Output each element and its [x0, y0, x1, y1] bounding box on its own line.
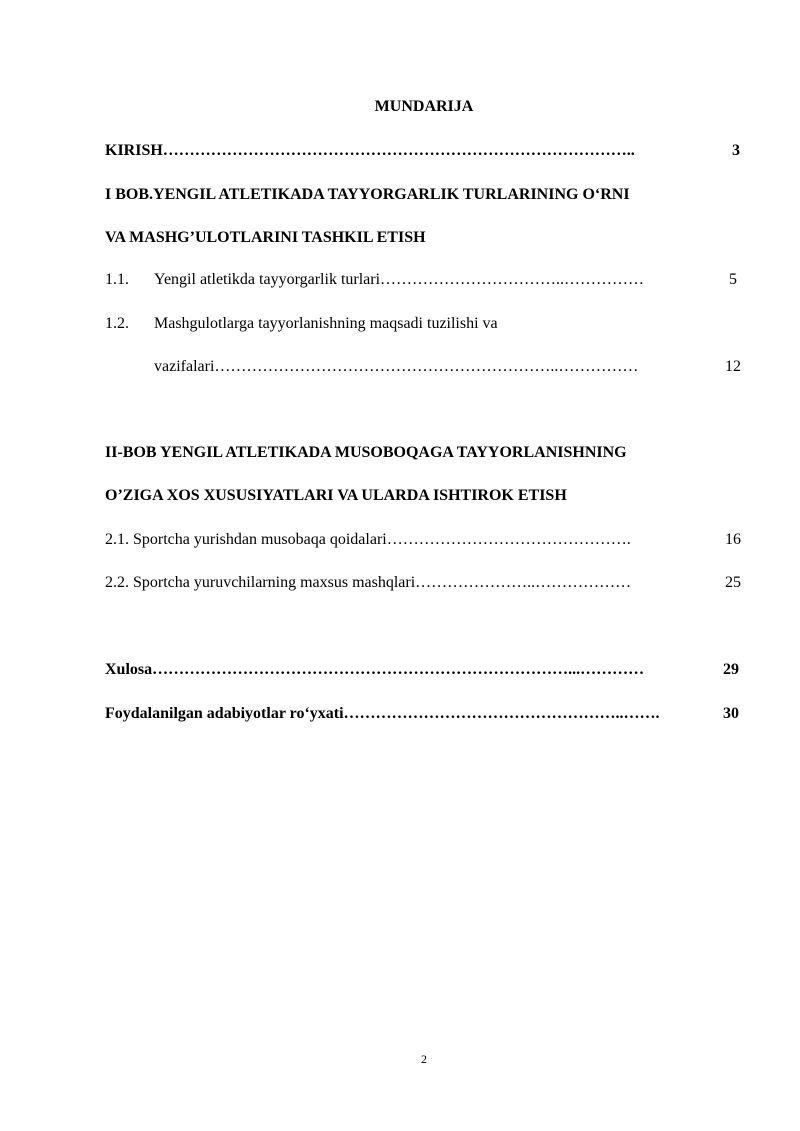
- toc-entry-label: Yengil atletikda tayyorgarlik turlari: [154, 271, 381, 288]
- toc-leader-dots: …………………..………………: [415, 574, 632, 591]
- toc-entry-1-2-line2[interactable]: [154, 357, 741, 377]
- toc-entry-label: KIRISH: [105, 142, 163, 159]
- toc-page-number: 5: [729, 271, 737, 288]
- toc-entry-1-2-line1[interactable]: [105, 314, 498, 334]
- toc-entry-label: 2.2. Sportcha yuruvchilarning maxsus mashqlari: [105, 574, 416, 591]
- toc-leader-dots: ……………………………………………..…….: [343, 705, 660, 722]
- toc-entry-label: vazifalari: [154, 358, 215, 375]
- toc-page-number: 25: [725, 574, 741, 591]
- page-number: 2: [421, 1052, 427, 1066]
- toc-entry-2-2[interactable]: [105, 573, 741, 593]
- toc-entry-1-1[interactable]: [105, 270, 737, 290]
- toc-chapter-2-line2[interactable]: O’ZIGA XOS XUSUSIYATLARI VA ULARDA ISHTIROK ETISH: [105, 487, 567, 504]
- toc-chapter-1-line2[interactable]: VA MASHG’ULOTLARINI TASHKIL ETISH: [105, 229, 426, 246]
- toc-entry-label: Foydalanilgan adabiyotlar ro‘yxati: [105, 705, 344, 722]
- toc-leader-dots: ……………………………..……………: [380, 271, 645, 288]
- toc-title: MUNDARIJA: [374, 98, 474, 115]
- toc-entry-adabiyotlar[interactable]: [105, 704, 739, 724]
- toc-leader-dots: ………………………………………………………..……………: [214, 358, 639, 375]
- toc-page-number: 16: [725, 531, 741, 548]
- toc-page-number: 12: [725, 358, 741, 375]
- toc-leader-dots: ……………………………………….: [386, 531, 631, 548]
- toc-section-number: 1.2.: [105, 315, 129, 332]
- toc-leader-dots: ……………………………………………………………………...…………: [152, 661, 645, 678]
- toc-leader-dots: ……………………………………………………………………………..: [162, 142, 635, 159]
- toc-page-number: 30: [723, 705, 739, 722]
- toc-entry-label: Xulosa: [105, 661, 153, 678]
- toc-entry-label: 2.1. Sportcha yurishdan musobaqa qoidalari: [105, 531, 387, 548]
- toc-entry-label: Mashgulotlarga tayyorlanishning maqsadi tuzilishi va: [154, 315, 498, 332]
- toc-entry-xulosa[interactable]: [105, 660, 739, 680]
- toc-entry-kirish[interactable]: [105, 141, 740, 161]
- toc-chapter-1-line1[interactable]: I BOB.YENGIL ATLETIKADA TAYYORGARLIK TURLARINING O‘RNI: [105, 186, 630, 203]
- toc-section-number: 1.1.: [105, 271, 129, 288]
- toc-page-number: 29: [723, 661, 739, 678]
- toc-entry-2-1[interactable]: [105, 530, 741, 550]
- toc-page-number: 3: [732, 142, 740, 159]
- toc-chapter-2-line1[interactable]: II-BOB YENGIL ATLETIKADA MUSOBOQAGA TAYYORLANISHNING: [105, 444, 627, 461]
